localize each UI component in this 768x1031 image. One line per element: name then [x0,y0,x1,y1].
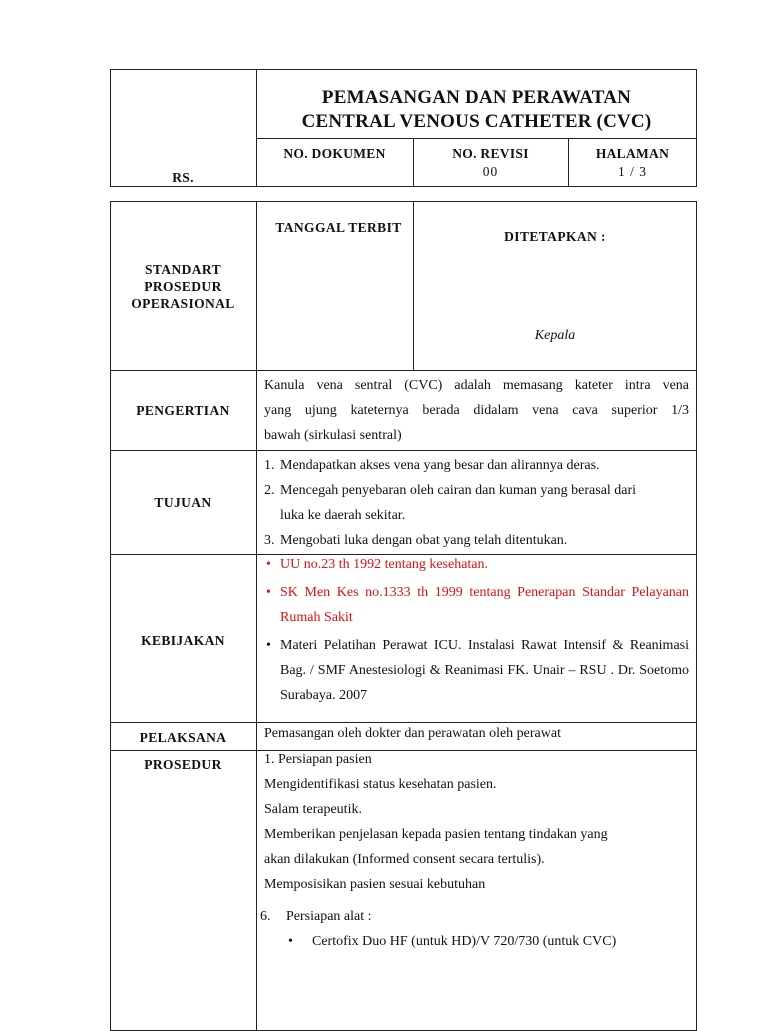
sop-label-line2: PROSEDUR [144,279,222,294]
tujuan-item-number: 2. [264,483,275,498]
tujuan-label: TUJUAN [154,495,212,510]
tujuan-item-number: 3. [264,533,275,548]
pengertian-line1: Kanula vena sentral (CVC) adalah memasang kateter intra vena [264,378,689,393]
sop-divider [413,201,414,370]
prosedur-label: PROSEDUR [144,757,222,772]
sop-label-line1: STANDART [145,262,221,277]
row-divider [110,370,697,371]
bullet-icon: • [288,934,293,949]
sop-label-line3: OPERASIONAL [131,296,235,311]
tujuan-item-text: Mendapatkan akses vena yang besar dan alirannya deras. [280,458,600,473]
kebijakan-list [264,552,689,708]
pengertian-line2: yang ujung kateternya berada didalam vena cava superior 1/3 [264,403,689,418]
sop-label [110,261,256,312]
kebijakan-item: • UU no.23 th 1992 tentang kesehatan. [264,552,689,577]
halaman-label: HALAMAN [595,146,670,161]
kebijakan-item: • SK Men Kes no.1333 th 1999 tentang Penerapan Standar Pelayanan Rumah Sakit [264,580,689,630]
tujuan-item-number: 1. [264,458,275,473]
row-divider [110,722,697,723]
tujuan-list [264,453,689,553]
tujuan-item [264,528,689,553]
tujuan-item [264,453,689,478]
tujuan-item-text: Mengobati luka dengan obat yang telah ditentukan. [280,533,568,548]
prosedur-line: Salam terapeutik. [264,802,362,817]
no-dokumen-label: NO. DOKUMEN [283,146,386,161]
pelaksana-label: PELAKSANA [139,730,227,745]
prosedur-text [260,747,689,954]
kebijakan-label: KEBIJAKAN [141,633,225,648]
document-title-line1: PEMASANGAN DAN PERAWATAN [321,87,632,108]
kebijakan-bullets [264,552,689,708]
prosedur-alat-number: 6. [260,909,271,924]
document-title [256,86,697,134]
header-divider [256,138,697,139]
pelaksana-text: Pemasangan oleh dokter dan perawatan oleh perawat [264,726,561,741]
pengertian-label: PENGERTIAN [136,403,230,418]
prosedur-line: Memberikan penjelasan kepada pasien tentang tindakan yang [264,827,608,842]
ditetapkan-label: DITETAPKAN : [504,229,606,244]
tujuan-item-text: Mencegah penyebaran oleh cairan dan kuman yang berasal dari [280,483,637,498]
halaman-value: 1 / 3 [617,164,647,179]
tanggal-terbit-label: TANGGAL TERBIT [275,220,402,235]
document-title-line2: CENTRAL VENOUS CATHETER (CVC) [301,111,652,132]
prosedur-line: Memposisikan pasien sesuai kebutuhan [264,877,486,892]
row-divider [110,450,697,451]
rs-label: RS. [172,170,194,185]
prosedur-alat-label: Persiapan alat : [286,909,372,924]
tujuan-item [264,478,689,528]
prosedur-line: Mengidentifikasi status kesehatan pasien. [264,777,497,792]
no-revisi-label: NO. REVISI [452,146,529,161]
prosedur-line: akan dilakukan (Informed consent secara tertulis). [264,852,545,867]
tujuan-item-text-continued: luka ke daerah sekitar. [280,508,406,523]
prosedur-alat-item-text: Certofix Duo HF (untuk HD)/V 720/730 (untuk CVC) [312,934,617,949]
pengertian-line3: bawah (sirkulasi sentral) [264,428,402,443]
kepala-label: Kepala [534,328,576,343]
main-column-divider [256,201,257,1031]
prosedur-step-heading: 1. Persiapan pasien [264,752,372,767]
kebijakan-item: • Materi Pelatihan Perawat ICU. Instalasi Rawat Intensif & Reanimasi Bag. / SMF Anestesiologi & Reanimasi FK. Unair – RSU . Dr. Soetomo Surabaya. 2007 [264,633,689,708]
pengertian-text [264,373,689,448]
prosedur-alat-heading [260,904,689,929]
no-revisi-value: 00 [482,164,499,179]
prosedur-alat-item [264,929,689,954]
